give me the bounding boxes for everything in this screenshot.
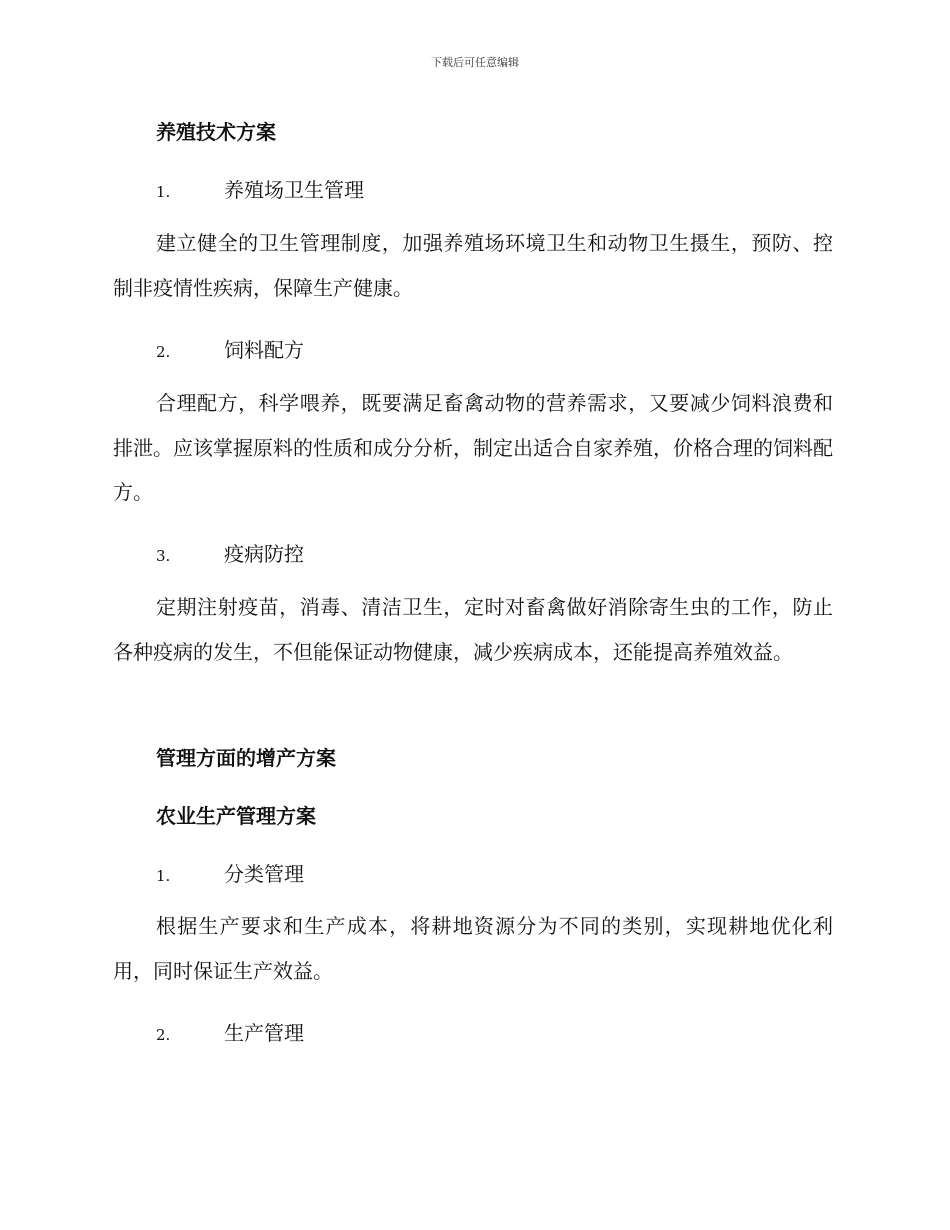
list-item-hygiene	[156, 174, 364, 203]
paragraph-classification: 根据生产要求和生产成本，将耕地资源分为不同的类别，实现耕地优化利用，同时保证生产效益。	[113, 914, 833, 983]
paragraph-disease-control: 定期注射疫苗，消毒、清洁卫生，定时对畜禽做好消除寄生虫的工作，防止各种疫病的发生，不但能保证动物健康，减少疾病成本，还能提高养殖效益。	[113, 595, 833, 664]
list-number: 1.	[156, 867, 171, 885]
list-item-label: 生产管理	[224, 1021, 304, 1045]
page-header: 下载后可任意编辑	[431, 56, 519, 69]
section-heading-breeding-tech: 养殖技术方案	[156, 120, 276, 144]
section-heading-management: 管理方面的增产方案	[156, 746, 336, 770]
list-number: 2.	[156, 343, 171, 361]
list-item-label: 疫病防控	[224, 542, 304, 566]
list-item-production-management	[156, 1017, 304, 1046]
list-item-disease-control	[156, 538, 304, 567]
list-item-label: 养殖场卫生管理	[224, 178, 364, 202]
section-heading-agri-production: 农业生产管理方案	[156, 804, 316, 828]
list-number: 2.	[156, 1026, 171, 1044]
paragraph-feed-formula: 合理配方，科学喂养，既要满足畜禽动物的营养需求，又要减少饲料浪费和排泄。应该掌握原料的性质和成分分析，制定出适合自家养殖，价格合理的饲料配方。	[113, 391, 833, 504]
list-item-label: 分类管理	[224, 862, 304, 886]
list-number: 1.	[156, 183, 171, 201]
list-item-label: 饲料配方	[224, 338, 304, 362]
list-item-classification	[156, 858, 304, 887]
list-item-feed-formula	[156, 334, 304, 363]
paragraph-hygiene: 建立健全的卫生管理制度，加强养殖场环境卫生和动物卫生摄生，预防、控制非疫情性疾病，保障生产健康。	[113, 231, 833, 300]
list-number: 3.	[156, 547, 171, 565]
